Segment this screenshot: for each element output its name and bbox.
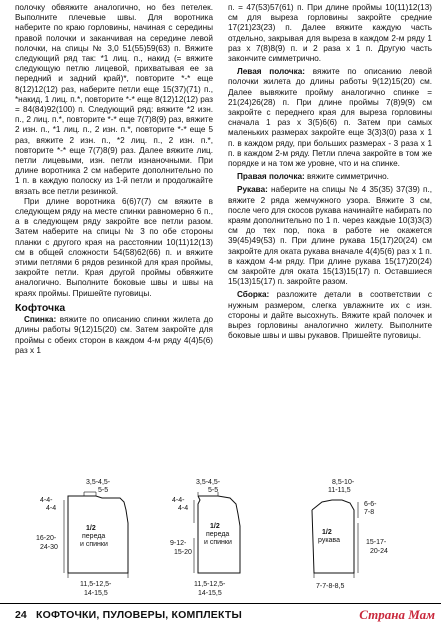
left-column: [15, 3, 213, 356]
page-number: 24: [15, 609, 27, 621]
front-top-label-2: 5-5: [208, 487, 219, 494]
back-top-label: 3,5-4,5-: [86, 479, 111, 486]
sleeve-label: Рукава:: [237, 185, 268, 195]
spinka-paragraph: [15, 315, 213, 356]
section-title: Кофточка: [15, 301, 66, 314]
back-inner-label: и спинки: [80, 541, 108, 548]
right-front-paragraph: [228, 172, 432, 182]
front-inner-label: и спинки: [204, 539, 232, 546]
front-inner-label: 1/2: [210, 523, 220, 530]
sleeve-right-label: 7-8: [364, 509, 375, 516]
sleeve-inner-label: 1/2: [322, 529, 332, 536]
sleeve-text: наберите на спицы № 4 35(35) 37(39) п., вяжите 2 ряда жемчужного узора. Вяжите 3 см, после чего для скосов рукава начинайте набирать по краям дополнительно по 1 п. через каждые 10(3)3(3) см до тех пор, пока в работе не окажется 39(45)49(53) п. При длине рукава 15(17)20(24) см закройте для оката рукава вначале 4(4)5(6) раз x 1 п. в каждом 4-м ряду. При длине рукава 15(17)20(24) см закройте для оката 15(13)15(17) п. Оставшиеся 15(13)15(17) п. закройте разом.: [228, 185, 432, 287]
back-diagram: [28, 478, 160, 600]
front-diagram: [156, 478, 268, 600]
assembly-text: разложите детали в соответствии с нужным размером, слегка увлажните их с изн. стороны и дайте высохнуть. Вяжите край полочек и вырез горловины аналогично жилету. Выполните боковые швы и швы рукавов. Пришейте пуговицы.: [228, 290, 432, 341]
left-front-label: Левая полочка:: [237, 67, 306, 77]
sleeve-bottom-label: 7-7-8-8,5: [316, 583, 345, 590]
watermark: Страна Мам: [359, 607, 435, 622]
footer-title: КОФТОЧКИ, ПУЛОВЕРЫ, КОМПЛЕКТЫ: [36, 609, 242, 621]
right-column: [228, 3, 432, 342]
front-bottom-label: 14-15,5: [198, 590, 222, 597]
sleeve-inner-label: рукава: [318, 537, 340, 544]
sleeve-top-label: 11-11,5: [328, 487, 351, 494]
front-bottom-label: 11,5-12,5-: [194, 581, 226, 588]
back-inner-label: 1/2: [86, 525, 96, 532]
back-left-label: 4-4-: [40, 497, 53, 504]
left-front-paragraph: [228, 67, 432, 169]
front-inner-label: переда: [206, 531, 230, 538]
back-left-label: 4-4: [46, 505, 57, 512]
sleeve-diagram: [280, 478, 428, 600]
sleeve-right-label: 20-24: [370, 548, 388, 555]
front-left-label: 4-4-: [172, 497, 185, 504]
left-front-text: вяжите по описанию левой полочки жилета до длины работы 9(12)15(20) см. Далее вывяжите пройму аналогично спинке = 21(24)26(28) п. При длине проймы 7(8)9(9) см закройте с переднего края для выреза горловины сначала 1 раз x 3(5)6(6) п. Затем при самых маленьких размерах закройте еще 3(3)3(0) раза x 1 п. в каждом ряду, при больших размерах - 3 раза x 1 п. в каждом 2-м ряду. Петли плеча закройте в том же порядке и на том же уровне, что и на спинке.: [228, 67, 433, 169]
paragraph: полочку обвяжите аналогично, но без петелек. Выполните плечевые швы. Для воротника наберите по краю горловины, начиная с середины правой полочки и заканчивая на середине левой полочки, на спицы № 3,0 51(55)59(63) п. Вяжите следующий ряд так: *1 лиц. п., накид (= вяжите следующую петлю лицевой, прихватывая ее за передний и задний край)*, повторите *-* еще 8(12)12(12) раз, наберите петли еще 15(37)(71) п., *накид, 1 лиц. п.*, повторите *-* еще 8(12)12(12) раз = 84(84)92(100) п. Следующий ряд: вяжите *2 изн. п., 2 лиц. п.*, повторите *-* еще 7(7)8(9) раз, вяжите 2 изн. п., *1 лиц. п., 2 изн. п.*, повторите *-* еще 5 раз, вяжите 2 изн. п., *2 лиц. п., 2 изн. п.*, повторите *-* еще 7(7)8(9) раз. Далее вяжите лиц. петли лицевыми, изн. петли изнаночными. При длине воротника 2 см наберите дополнительно по 1 п. в каждую полоску из 1-й петли и продолжайте вязать все петли резинкой.: [15, 3, 213, 196]
back-left-label: 16-20-: [36, 535, 57, 542]
front-top-label: 3,5-4,5-: [196, 479, 221, 486]
back-inner-label: переда: [82, 533, 106, 540]
back-left-label: 24-30: [40, 544, 58, 551]
front-left-label: 15-20: [174, 549, 192, 556]
sleeve-paragraph: [228, 185, 432, 287]
back-top-label-2: 5-5: [98, 487, 109, 494]
sleeve-right-label: 6-6-: [364, 501, 377, 508]
assembly-label: Сборка:: [237, 290, 270, 300]
sleeve-right-label: 15-17-: [366, 539, 387, 546]
right-front-label: Правая полочка:: [237, 172, 305, 182]
assembly-paragraph: [228, 290, 432, 341]
right-front-text: вяжите симметрично.: [304, 172, 389, 182]
spinka-text: вяжите по описанию спинки жилета до длины работы 9(12)15(20) см. Затем закройте для проймы с обеих сторон в каждом 4-м ряду 4(4)5(6) раз x 1: [15, 315, 213, 355]
page-footer: [0, 603, 441, 630]
spinka-label: Спинка:: [24, 315, 57, 325]
front-left-label: 4-4: [178, 505, 189, 512]
front-left-label: 9-12-: [170, 540, 187, 547]
sleeve-top-label: 8,5-10-: [332, 479, 355, 486]
paragraph: п. = 47(53)57(61) п. При длине проймы 10(11)12(13) см для выреза горловины закройте средние 17(21)23(23) п. Далее вяжите каждую часть отдельно, закрывая для выреза в каждом 2-м ряду 1 раз x 7(8)8(9) п. и 2 раза x 1 п. Другую часть закончите симметрично.: [228, 3, 432, 64]
back-bottom-label: 11,5-12,5-: [80, 581, 112, 588]
paragraph: При длине воротника 6(6)7(7) см вяжите в следующем ряду на месте спинки равномерно 6 п., а в следующем ряду закройте все петли разом. Затем наберите на спицы № 3 по обе стороны планки с другого края на расстоянии 10(11)12(13) см в общей сложности 54(58)62(66) п. и вяжите этими петлями 6 рядов резинкой для края проймы, закройте петли. Края другой проймы обвяжите аналогично. Выполните боковые швы и швы на краях проймы. Пришейте пуговицы.: [15, 196, 213, 298]
back-bottom-label: 14-15,5: [84, 590, 108, 597]
